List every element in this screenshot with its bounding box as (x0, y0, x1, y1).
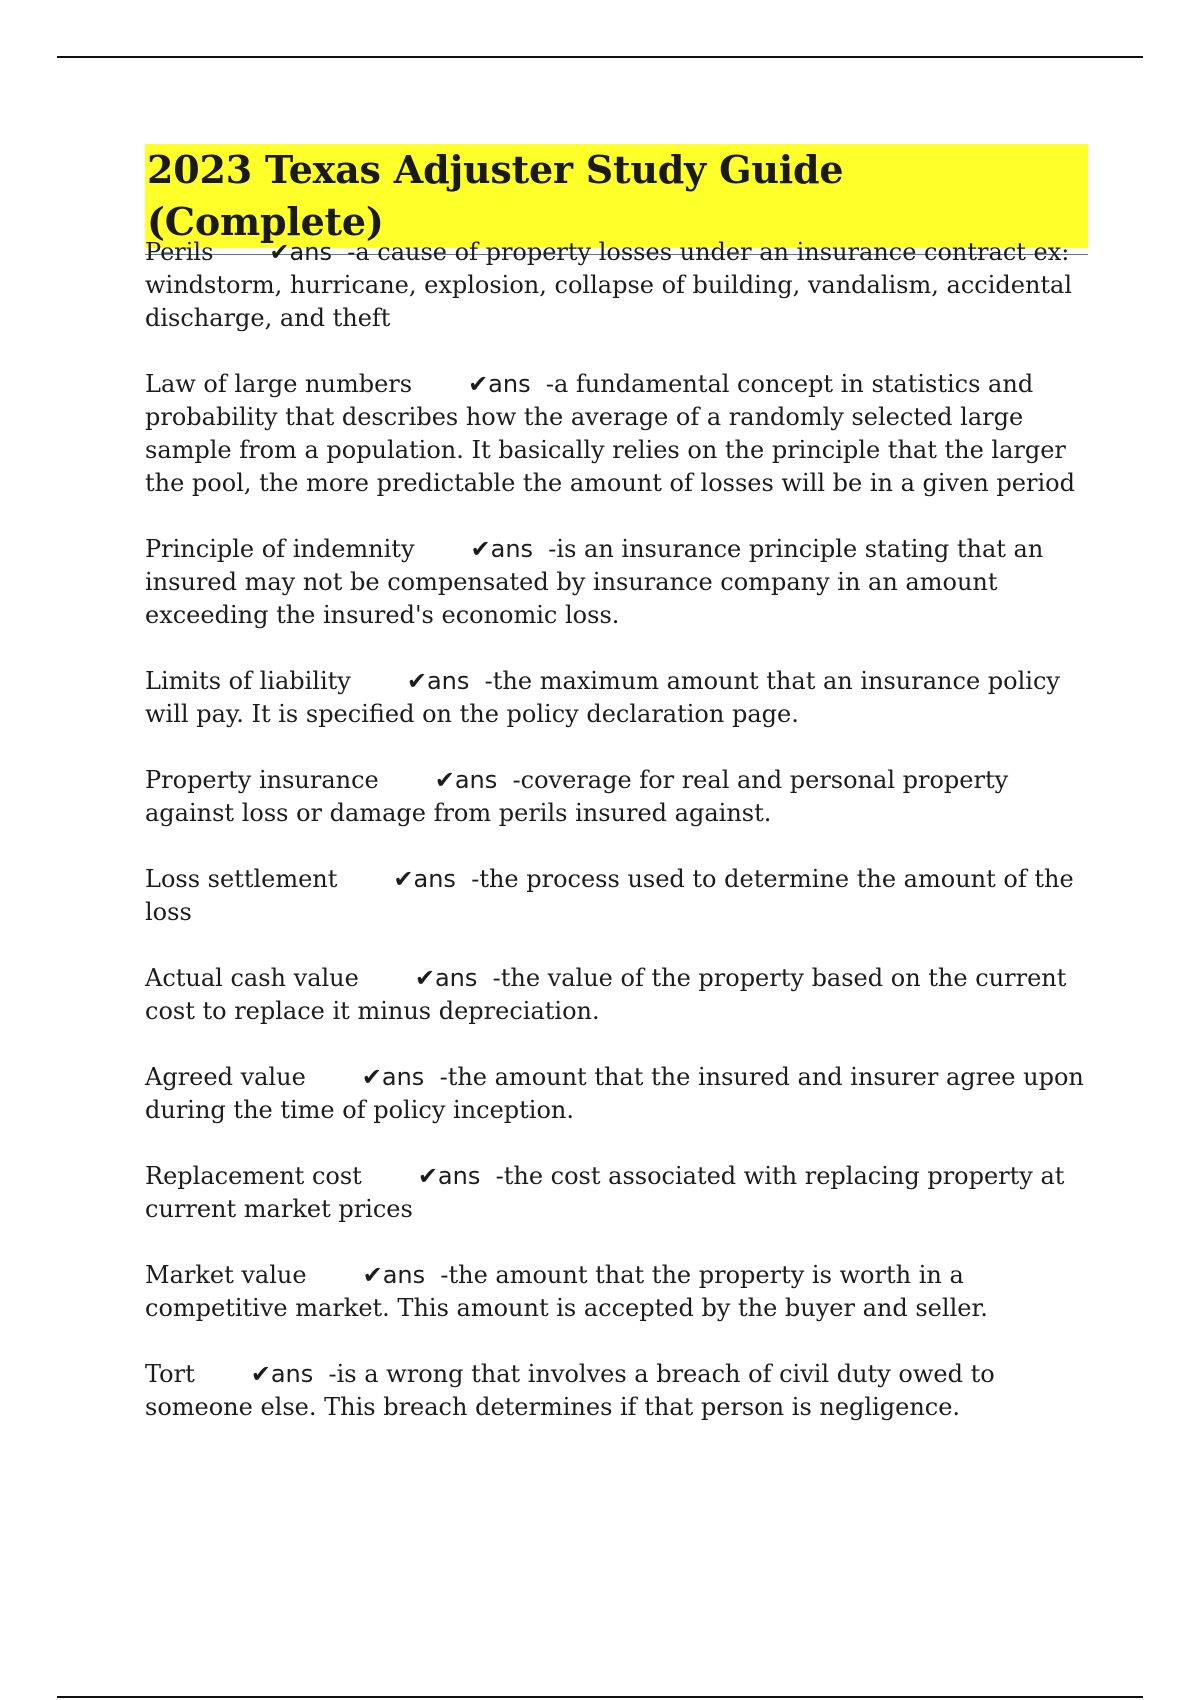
entry-term: Principle of indemnity (145, 535, 415, 563)
entry-definition: -a fundamental concept in statistics and probability that describes how the average of a randomly selected large sample from a population. It basically relies on the principle that the larger the pool, the more predictable the amount of losses will be in a given period (145, 370, 1075, 497)
entry-definition: -the maximum amount that an insurance policy will pay. It is specified on the policy declaration page. (145, 667, 1060, 728)
entry-definition: -is an insurance principle stating that an insured may not be compensated by insurance company in an amount exceeding the insured's economic loss. (145, 535, 1044, 629)
answer-marker: ✔ans (362, 1261, 426, 1289)
answer-marker: ✔ans (393, 865, 456, 893)
entry-term: Agreed value (145, 1063, 306, 1091)
entry-term: Tort (145, 1360, 195, 1388)
answer-marker: ✔ans (468, 370, 531, 398)
entry-term: Limits of liability (145, 667, 351, 695)
entry-list (145, 236, 1085, 1457)
entry-definition: -the process used to determine the amount of the loss (145, 865, 1074, 926)
entry-term: Replacement cost (145, 1162, 362, 1190)
entry-term: Law of large numbers (145, 370, 413, 398)
list-item (145, 368, 1085, 500)
answer-marker: ✔ans (269, 238, 332, 266)
bottom-rule (57, 1696, 1143, 1698)
entry-term: Property insurance (145, 766, 379, 794)
answer-marker: ✔ans (417, 1162, 481, 1190)
answer-marker: ✔ans (250, 1360, 314, 1388)
list-item (145, 962, 1085, 1028)
entry-definition: -is a wrong that involves a breach of civil duty owed to someone else. This breach determines if that person is negligence. (145, 1360, 995, 1421)
entry-term: Actual cash value (145, 964, 359, 992)
list-item (145, 533, 1085, 632)
list-item (145, 1061, 1085, 1127)
list-item (145, 863, 1085, 929)
entry-definition: -the amount that the property is worth in a competitive market. This amount is accepted by the buyer and seller. (145, 1261, 988, 1322)
entry-definition: -a cause of property losses under an insurance contract ex: windstorm, hurricane, explosion, collapse of building, vandalism, accidental discharge, and theft (145, 238, 1073, 332)
entry-term: Loss settlement (145, 865, 338, 893)
answer-marker: ✔ans (406, 667, 470, 695)
entry-definition: -the value of the property based on the current cost to replace it minus depreciation. (145, 964, 1067, 1025)
answer-marker: ✔ans (361, 1063, 425, 1091)
entry-definition: -the amount that the insured and insurer agree upon during the time of policy inception. (145, 1063, 1084, 1124)
list-item (145, 665, 1085, 731)
answer-marker: ✔ans (470, 535, 534, 563)
list-item (145, 1160, 1085, 1226)
answer-marker: ✔ans (434, 766, 498, 794)
entry-term: Market value (145, 1261, 307, 1289)
top-rule (57, 56, 1143, 58)
list-item (145, 1358, 1085, 1424)
entry-term: Perils (145, 238, 214, 266)
page-title: 2023 Texas Adjuster Study Guide (Complete) (145, 144, 1088, 248)
list-item (145, 236, 1085, 335)
list-item (145, 764, 1085, 830)
entry-definition: -the cost associated with replacing property at current market prices (145, 1162, 1065, 1223)
entry-definition: -coverage for real and personal property against loss or damage from perils insured against. (145, 766, 1009, 827)
answer-marker: ✔ans (414, 964, 478, 992)
list-item (145, 1259, 1085, 1325)
